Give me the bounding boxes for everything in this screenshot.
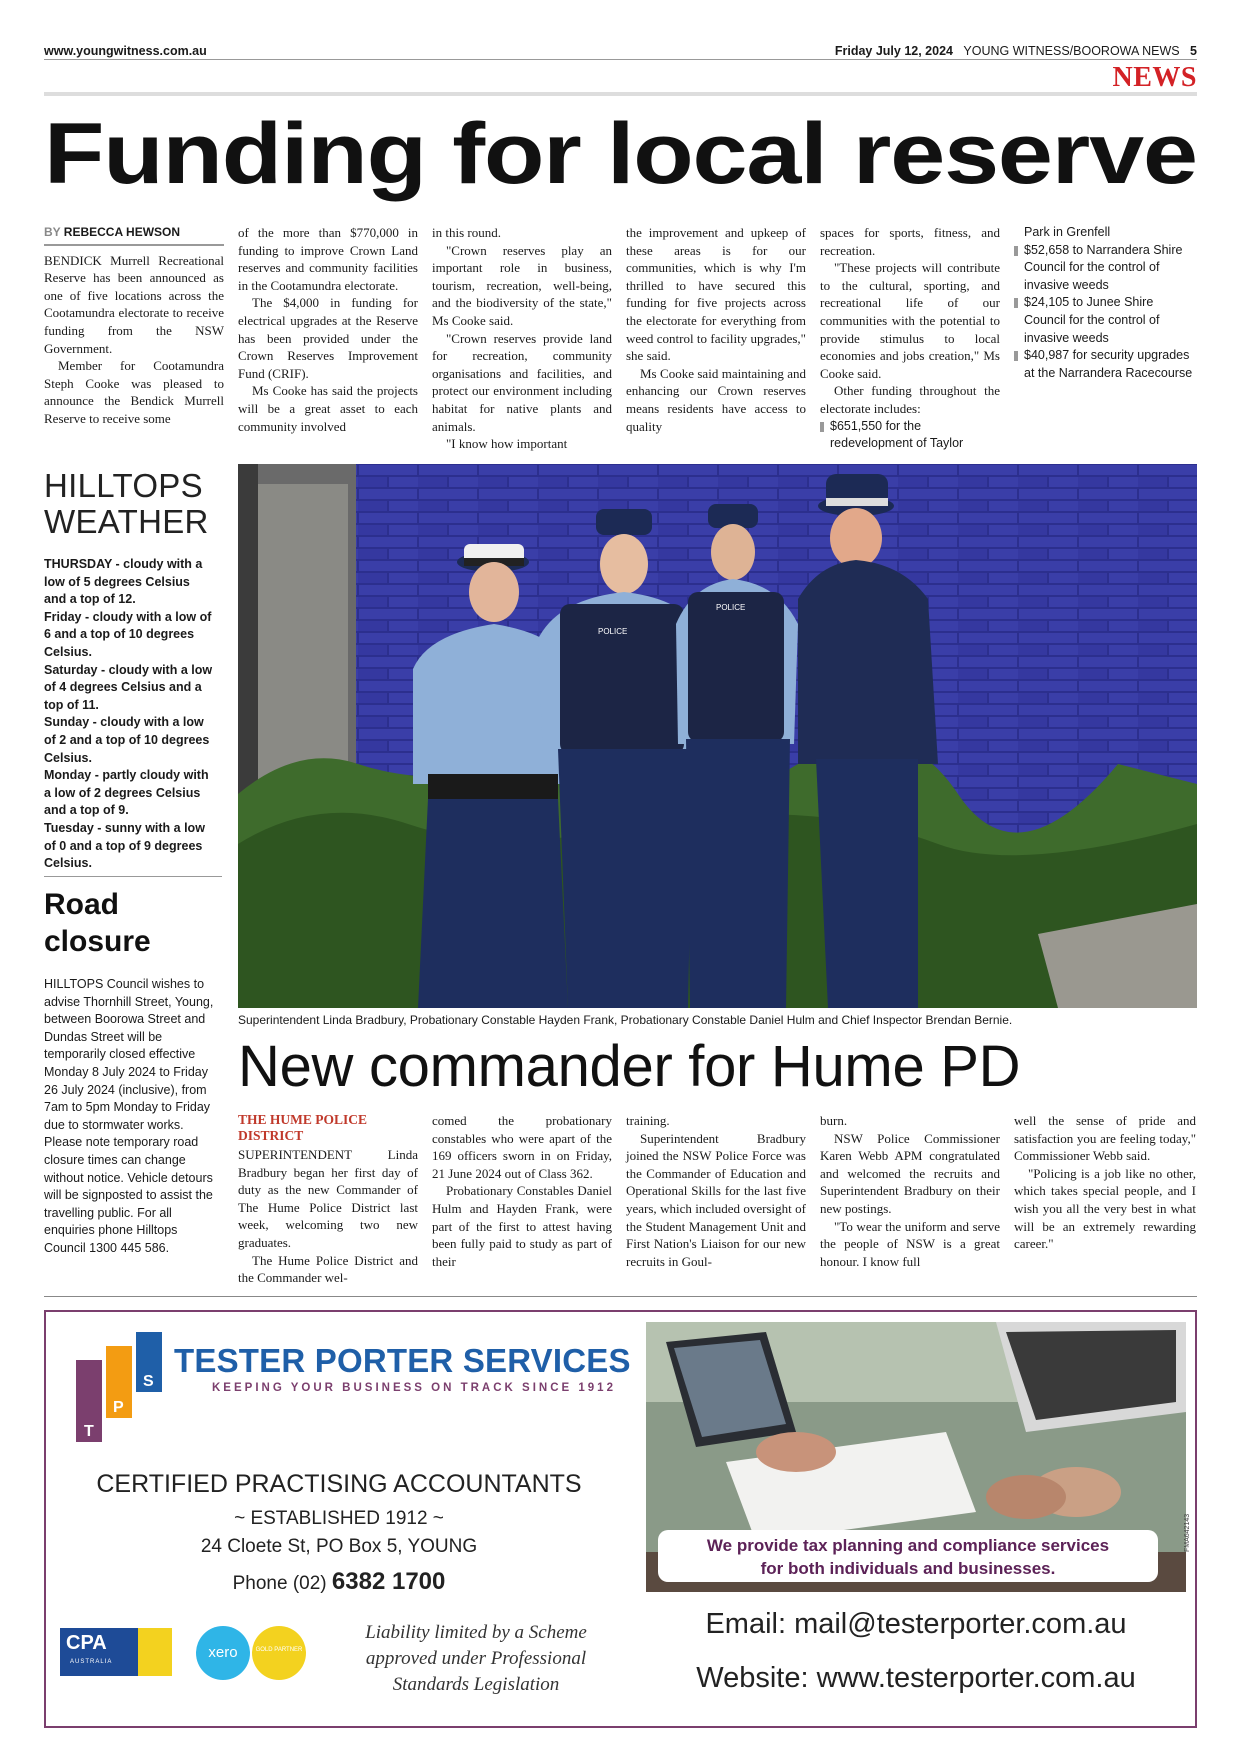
paragraph: Member for Cootamundra Steph Cooke was pleased to announce the Bendick Murrell Reserve to receive some [44, 358, 224, 426]
forecast-day-name: Friday [44, 609, 82, 624]
phone-number[interactable]: 6382 1700 [331, 1568, 446, 1595]
header-meta [835, 44, 1197, 58]
story1-column-6 [1014, 224, 1196, 382]
paragraph: Probationary Constables Daniel Hulm and Hayden Frank, were part of the first to attest having been fully paid to study as part of their [432, 1183, 612, 1269]
ad-liability-note: Liability limited by a Scheme approved under Professional Standards Legislation [365, 1622, 587, 1695]
story2-column-4 [820, 1112, 1000, 1270]
page-number: 5 [1190, 44, 1197, 58]
paragraph: in this round. [432, 225, 501, 240]
paragraph: The Hume Police District and the Commander wel- [238, 1252, 418, 1286]
paragraph: Ms Cooke has said the projects will be a great asset to each community involved [238, 383, 418, 434]
funding-list [820, 418, 1000, 453]
road-closure-body: HILLTOPS Council wishes to advise Thornhill Street, Young, between Boorowa Street and Dundas Street will be temporarily closed effective Monday 8 July 2024 to Friday 26 July 2024 (inclusive), from 7am to 5pm Monday to Friday due to stormwater works. Please note temporary road closure times can change without notice. Vehicle detours will be signposted to assist the travelling public. For all enquiries phone Hilltops Council 1300 445 586. [44, 977, 214, 1255]
forecast-text: - sunny with a low of 0 and a top of 9 degrees Celsius. [44, 820, 205, 871]
cpa-logo-text: CPA [66, 1632, 107, 1654]
road-title-line: closure [44, 925, 151, 958]
paragraph: SUPERINTENDENT Linda Bradbury began her first day of duty as the new Commander of The Hume Police District last week, welcoming two new graduates. [238, 1147, 418, 1250]
vest-label: POLICE [716, 603, 746, 612]
paragraph: training. [626, 1113, 670, 1128]
forecast-day [44, 820, 214, 873]
story2-kicker: THE HUME POLICE DISTRICT [238, 1112, 368, 1143]
forecast-day-name: THURSDAY [44, 557, 113, 571]
paragraph: "To wear the uniform and serve the people of NSW is a great honour. I know full [820, 1218, 1000, 1269]
paragraph: comed the probationary constables who were apart of the 169 officers sworn in on Friday, 21 June 2024 out of Class 362. [432, 1113, 612, 1181]
funding-item: $651,550 for the redevelopment of Taylor [820, 418, 1000, 453]
cpa-logo-sub: AUSTRALIA [70, 1659, 113, 1665]
weather-forecast [44, 556, 214, 873]
story2-headline: New commander for Hume PD [238, 1034, 1021, 1099]
forecast-text: - cloudy with a low of 2 and a top of 10 degrees Celsius. [44, 715, 210, 765]
byline-author: REBECCA HEWSON [63, 225, 181, 239]
forecast-day-name: Saturday [44, 662, 98, 677]
forecast-day [44, 609, 214, 662]
gold-partner-badge: GOLD PARTNER [252, 1626, 306, 1680]
banner-line: We provide tax planning and compliance services [706, 1536, 1110, 1555]
byline-prefix: BY [44, 225, 61, 239]
forecast-text: - cloudy with a low of 5 degrees Celsius and a top of 12. [44, 557, 203, 607]
tps-logo-icon [76, 1332, 176, 1442]
story1-column-3 [432, 224, 612, 453]
cpa-australia-logo [60, 1628, 172, 1676]
crest-icon [138, 1628, 172, 1676]
funding-item: $52,658 to Narrandera Shire Council for the control of invasive weeds [1014, 242, 1196, 295]
ad-phone[interactable] [64, 1568, 614, 1596]
ad-email[interactable]: Email: mail@testerporter.com.au [705, 1608, 1127, 1640]
story2-column-3 [626, 1112, 806, 1270]
section-rule [44, 92, 1197, 96]
photo-caption: Superintendent Linda Bradbury, Probationary Constable Hayden Frank, Probationary Constable Daniel Hulm and Chief Inspector Brendan Bernie. [238, 1013, 1013, 1027]
forecast-day [44, 714, 214, 767]
paragraph: "These projects will contribute to the cultural, sporting, and recreational life of our communities with the potential to provide stimulus to local economies and jobs creation," Ms Cooke said. [820, 260, 1000, 381]
paragraph: "Policing is a job like no other, which takes special people, and I wish you all the very best in what will be an extremely rewarding career." [1014, 1165, 1196, 1252]
paragraph: of the more than $770,000 in funding to improve Crown Land reserves and community facilities in the Cootamundra electorate. [238, 225, 418, 293]
tester-porter-advertisement [44, 1310, 1197, 1728]
forecast-day [44, 767, 214, 820]
byline [44, 224, 224, 246]
story2-column-5 [1014, 1112, 1196, 1253]
logo-letter: P [113, 1399, 124, 1416]
ad-address: 24 Cloete St, PO Box 5, YOUNG [200, 1536, 478, 1557]
story2-column-1 [238, 1112, 418, 1287]
paragraph: Ms Cooke said maintaining and enhancing our Crown reserves means residents have access to quality [626, 365, 806, 434]
story1-column-1 [44, 224, 224, 428]
phone-label: Phone (02) [232, 1573, 332, 1594]
paragraph: The $4,000 in funding for electrical upgrades at the Reserve has been provided under the Crown Reserves Improvement Fund (CRIF). [238, 295, 418, 381]
story1-column-2 [238, 224, 418, 435]
story1-headline: Funding for local reserve [44, 106, 1197, 202]
sidebar-rule [44, 876, 222, 877]
paragraph: Other funding throughout the electorate includes: [820, 383, 1000, 416]
forecast-day-name: Monday [44, 768, 92, 783]
weather-title-line: WEATHER [44, 503, 209, 540]
funding-item: $40,987 for security upgrades at the Narrandera Racecourse [1014, 347, 1196, 382]
header-rule [44, 59, 1197, 60]
forecast-day [44, 662, 214, 715]
forecast-text: - cloudy with a low of 4 degrees Celsius and a top of 11. [44, 662, 213, 712]
weather-title [44, 468, 209, 540]
paragraph: NSW Police Commissioner Karen Webb APM congratulated and welcomed the recruits and Superintendent Bradbury on their new postings. [820, 1130, 1000, 1216]
site-url[interactable]: www.youngwitness.com.au [44, 44, 207, 58]
logo-letter: S [143, 1373, 154, 1390]
paragraph: "Crown reserves provide land for recreation, community organisations and facilities, and protect our environment including habitat for native plants and animals. [432, 330, 612, 434]
forecast-day [44, 556, 214, 609]
forecast-day-name: Sunday [44, 715, 90, 730]
funding-item: $24,105 to Junee Shire Council for the control of invasive weeds [1014, 294, 1196, 347]
ad-established: ~ ESTABLISHED 1912 ~ [234, 1508, 444, 1529]
funding-item-continued: Park in Grenfell [1024, 225, 1111, 239]
bottom-rule [44, 1296, 1197, 1297]
ad-website[interactable]: Website: www.testerporter.com.au [696, 1662, 1136, 1694]
banner-line: for both individuals and businesses. [760, 1559, 1056, 1578]
story2-column-2 [432, 1112, 612, 1270]
paragraph: BENDICK Murrell Recreational Reserve has been announced as one of five locations across the Cootamundra electorate to receive funding from the NSW Government. [44, 252, 224, 356]
logo-letter: T [84, 1423, 94, 1440]
paragraph: Superintendent Bradbury joined the NSW Police Force was the Commander of Education and Operational Skills for the last five years, which included oversight of the Student Management Unit and First Nation's Liaison for our new recruits in Goul- [626, 1130, 806, 1269]
paragraph: "I know how important [446, 436, 568, 452]
police-officers-photo [238, 464, 1197, 1008]
ad-service-title: CERTIFIED PRACTISING ACCOUNTANTS [96, 1470, 582, 1498]
vest-label: POLICE [598, 627, 628, 636]
ad-code: FMA642143 [1184, 1513, 1191, 1552]
weather-title-line: HILLTOPS [44, 467, 203, 504]
xero-logo: xero [196, 1626, 250, 1680]
paragraph: the improvement and upkeep of these areas is for our communities, which is why I'm thrilled to have secured this funding for five projects across the electorate for everything from weed control to facility upgrades," she said. [626, 225, 806, 364]
road-closure-title [44, 886, 151, 960]
paragraph: "Crown reserves play an important role in business, tourism, recreation, well-being, and the biodiversity of the state," Ms Cooke said. [432, 242, 612, 328]
paragraph: burn. [820, 1113, 848, 1128]
section-label: NEWS [1112, 62, 1197, 93]
ad-brand: TESTER PORTER SERVICES [174, 1342, 631, 1379]
issue-date: Friday July 12, 2024 [834, 44, 953, 58]
paragraph: well the sense of pride and satisfaction you are feeling today," Commissioner Webb said. [1014, 1113, 1196, 1164]
ad-services-banner [658, 1530, 1158, 1582]
story1-column-5 [820, 224, 1000, 453]
forecast-text: - partly cloudy with a low of 2 degrees Celsius and a top of 9. [44, 768, 209, 818]
story1-column-4 [626, 224, 806, 435]
forecast-day-name: Tuesday [44, 820, 94, 835]
paper-name: YOUNG WITNESS/BOOROWA NEWS [963, 44, 1180, 58]
ad-tagline: KEEPING YOUR BUSINESS ON TRACK SINCE 1912 [212, 1382, 616, 1394]
forecast-text: - cloudy with a low of 6 and a top of 10 degrees Celsius. [44, 609, 212, 659]
paragraph: spaces for sports, fitness, and recreation. [820, 225, 1000, 258]
road-title-line: Road [44, 888, 119, 921]
